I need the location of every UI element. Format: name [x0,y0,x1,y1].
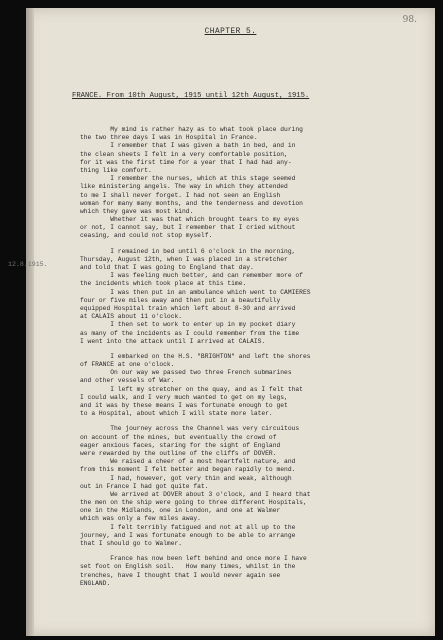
text-line: I remember the nurses, which at this stage seemed [80,175,296,183]
text-line: out in France I had got quite fat. [80,482,209,490]
text-line: equipped Hospital train which left about 8-30 and arrived [80,304,296,312]
text-line: which they gave was most kind. [80,207,194,215]
text-line: thing like comfort. [80,166,152,174]
text-line: I could walk, and I very much wanted to get on my legs, [80,393,288,401]
text-line: I was feeling much better, and can remember more of [80,272,303,280]
text-line: one in the Midlands, one in London, and one at Walmer [80,507,281,515]
text-line: to me I shall never forget. I had not seen an English [80,191,281,199]
paragraph-gap [80,241,425,248]
text-line: the incidents which took place at this time. [80,280,247,288]
text-line: of FRANCE at one o'clock. [80,361,175,369]
text-line: The journey across the Channel was very circuitous [80,425,300,433]
text-line: France has now been left behind and once more I have [80,555,307,563]
paragraph-gap [80,346,425,353]
text-line: I left my stretcher on the quay, and as I felt that [80,385,303,393]
text-line: like ministering angels. The way in which they attended [80,183,288,191]
text-line: which was only a few miles away. [80,515,201,523]
section-heading: FRANCE. From 10th August, 1915 until 12th August, 1915. [72,92,310,100]
text-line: I remember that I was given a bath in bed, and in [80,142,296,150]
text-line: Whether it was that which brought tears to my eyes [80,216,300,224]
text-line: the two three days I was in Hospital in France. [80,134,258,142]
text-line: the clean sheets I felt in a very comfortable position, [80,150,288,158]
margin-date-note: 12.8.1915. [8,261,48,268]
text-line: On our way we passed two three French submarines [80,369,292,377]
text-line: from this moment I felt better and began rapidly to mend. [80,466,296,474]
text-line: I was then put in an ambulance which went to CAMIERES [80,288,311,296]
text-line: four or five miles away and then put in a beautifully [80,296,281,304]
text-line: I remained in bed until 6 o'clock in the morning, [80,247,296,255]
text-line: to a Hospital, about which I will state more later. [80,410,273,418]
typed-page [8,8,435,636]
text-line: trenches, have I thought that I would never again see [80,571,281,579]
text-line: for it was the first time for a year that I had had any- [80,158,292,166]
body-text [80,126,425,588]
text-line: I went into the attack until I arrived at CALAIS. [80,337,266,345]
text-line: that I should go to Walmer. [80,540,183,547]
text-line: woman for many many months, and the tenderness and devotion [80,199,303,207]
text-line: We raised a cheer of a most heartfelt nature, and [80,458,296,466]
text-line: We arrived at DOVER about 3 o'clock, and I heard that [80,490,311,498]
text-line: My mind is rather hazy as to what took place during [80,126,303,133]
page-number: 98. [402,15,417,25]
text-line: journey, and I was fortunate enough to be able to arrange [80,531,296,539]
text-line: were rewarded by the outline of the cliffs of DOVER. [80,449,277,457]
text-line: I embarked on the H.S. "BRIGHTON" and left the shores [80,352,311,360]
text-line: ceasing, and could not stop myself. [80,232,213,240]
text-line: set foot on English soil. How many times, whilst in the [80,563,296,571]
text-line: or not, I cannot say, but I remember that I cried without [80,224,296,232]
page-binding-edge [26,8,34,636]
text-line: Thursday, August 12th, when I was placed in a stretcher [80,255,288,263]
text-line: on account of the mines, but eventually the crowd of [80,433,277,441]
chapter-title: CHAPTER 5. [204,28,257,36]
paragraph-gap [80,418,425,425]
text-line: and told that I was going to England that day. [80,264,254,271]
text-line: I felt terribly fatigued and not at all up to the [80,523,296,531]
text-line: ENGLAND. [80,579,111,587]
text-line: and other vessels of War. [80,377,175,385]
text-line: as many of the incidents as I could remember from the time [80,329,300,337]
text-line: I then set to work to enter up in my pocket diary [80,321,296,329]
text-line: eager anxious faces, staring for the sight of England [80,441,281,449]
paragraph-gap [80,548,425,555]
text-line: the men on the ship were going to three different Hospitals, [80,499,307,507]
text-line: I had, however, got very thin and weak, although [80,474,292,482]
text-line: at CALAIS about 11 o'clock. [80,313,183,321]
text-line: and it was by these means I was fortunate enough to get [80,402,288,409]
